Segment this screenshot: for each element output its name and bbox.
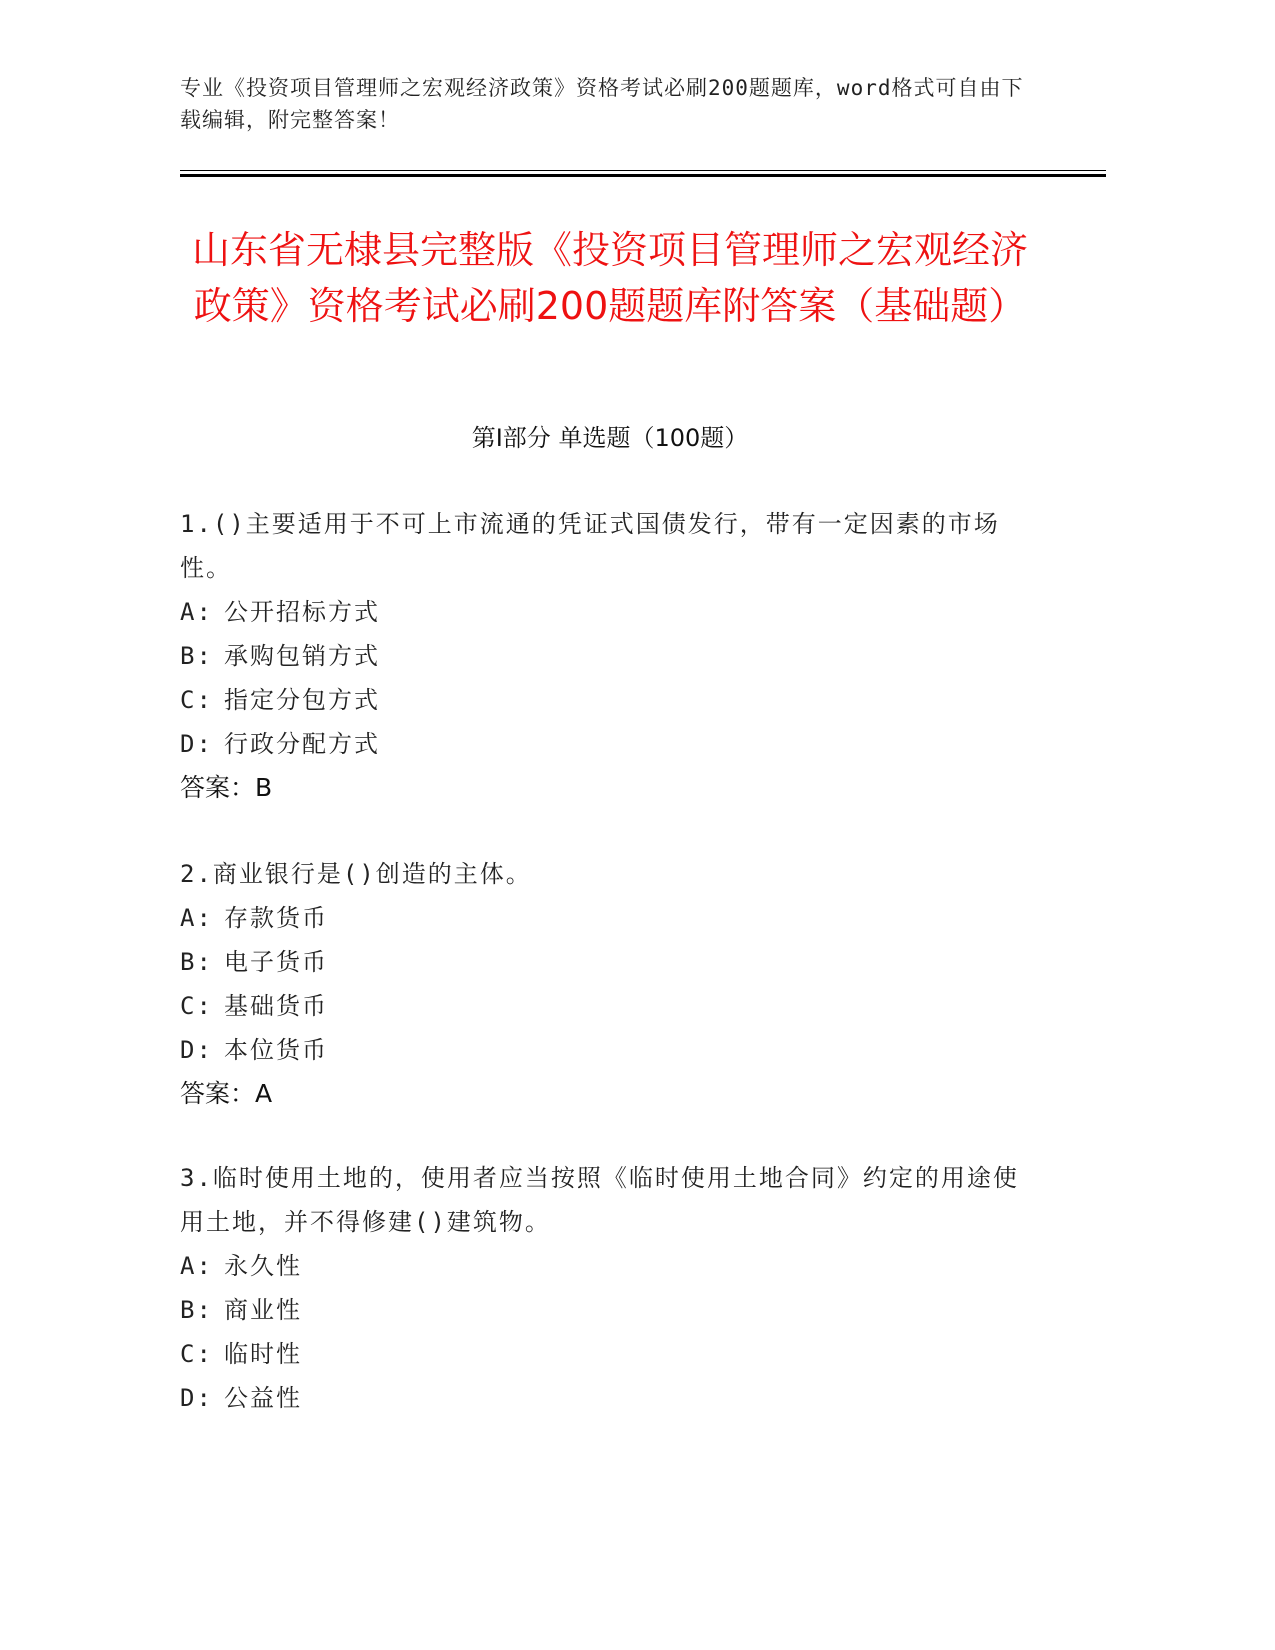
option-key: D:: [180, 1384, 213, 1412]
question-stem: 3.临时使用土地的，使用者应当按照《临时使用土地合同》约定的用途使用土地，并不得修建()建筑物。: [180, 1164, 1019, 1236]
option-text: 本位货币: [224, 1036, 328, 1064]
option-c: [180, 678, 1040, 722]
option-key: B:: [180, 1296, 213, 1324]
option-text: 电子货币: [224, 948, 328, 976]
option-a: [180, 896, 1040, 940]
option-text: 永久性: [224, 1252, 302, 1280]
option-a: [180, 590, 1040, 634]
answer-line: 答案：A: [180, 1079, 273, 1108]
question-stem: 1.()主要适用于不可上市流通的凭证式国债发行，带有一定因素的市场性。: [180, 510, 1000, 582]
option-c: [180, 984, 1040, 1028]
option-key: C:: [180, 686, 213, 714]
question-1: [180, 502, 1040, 810]
option-text: 存款货币: [224, 904, 328, 932]
option-key: A:: [180, 904, 213, 932]
header-divider-thin: [180, 170, 1106, 171]
question-2: [180, 852, 1040, 1116]
option-text: 公开招标方式: [224, 598, 380, 626]
option-key: B:: [180, 642, 213, 670]
option-b: [180, 634, 1040, 678]
option-key: B:: [180, 948, 213, 976]
option-key: A:: [180, 598, 213, 626]
option-d: [180, 1376, 1040, 1420]
option-text: 行政分配方式: [224, 730, 380, 758]
option-b: [180, 1288, 1040, 1332]
answer-line: 答案：B: [180, 773, 273, 802]
option-text: 临时性: [224, 1340, 302, 1368]
option-text: 商业性: [224, 1296, 302, 1324]
option-key: A:: [180, 1252, 213, 1280]
document-title: 山东省无棣县完整版《投资项目管理师之宏观经济政策》资格考试必刷200题题库附答案（基础题）: [191, 228, 1028, 328]
option-a: [180, 1244, 1040, 1288]
header-note: 专业《投资项目管理师之宏观经济政策》资格考试必刷200题题库，word格式可自由下载编辑，附完整答案！: [180, 76, 1024, 132]
question-stem: 2.商业银行是()创造的主体。: [180, 860, 532, 888]
question-3: [180, 1156, 1040, 1420]
option-key: C:: [180, 992, 213, 1020]
option-text: 指定分包方式: [224, 686, 380, 714]
option-c: [180, 1332, 1040, 1376]
option-key: D:: [180, 730, 213, 758]
option-text: 基础货币: [224, 992, 328, 1020]
header-divider-thick: [180, 174, 1106, 177]
option-d: [180, 1028, 1040, 1072]
option-text: 承购包销方式: [224, 642, 380, 670]
option-d: [180, 722, 1040, 766]
option-text: 公益性: [224, 1384, 302, 1412]
section-heading: 第I部分 单选题（100题）: [471, 424, 749, 452]
option-key: C:: [180, 1340, 213, 1368]
option-key: D:: [180, 1036, 213, 1064]
option-b: [180, 940, 1040, 984]
